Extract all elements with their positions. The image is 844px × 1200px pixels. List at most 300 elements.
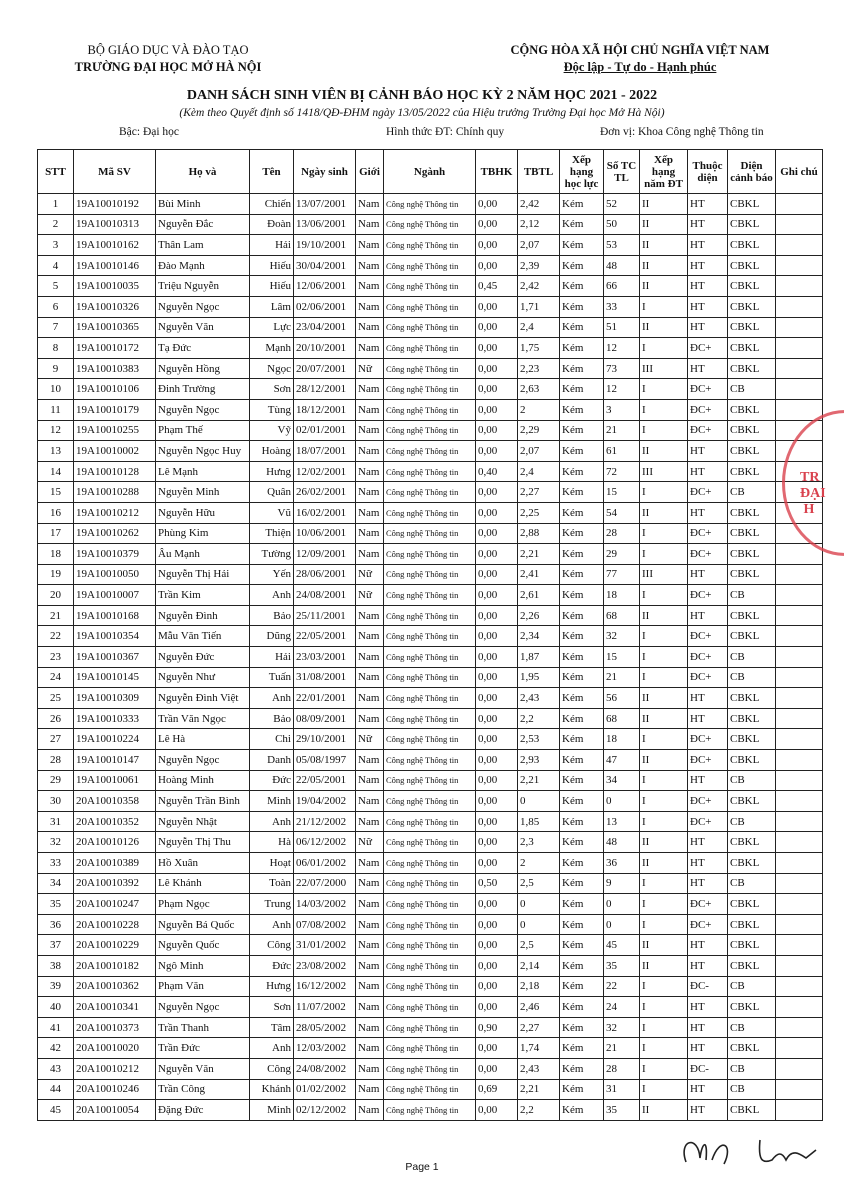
table-cell: 20A10010247: [74, 894, 156, 915]
table-cell: Nam: [356, 770, 384, 791]
student-warning-table: [37, 149, 823, 1121]
table-cell: 2: [518, 399, 560, 420]
table-cell: 20/10/2001: [294, 338, 356, 359]
table-cell: I: [640, 791, 688, 812]
table-cell: Công nghệ Thông tin: [384, 935, 476, 956]
table-cell: 12/06/2001: [294, 276, 356, 297]
table-cell: 7: [38, 317, 74, 338]
table-cell: Nam: [356, 420, 384, 441]
table-cell: 0,00: [476, 688, 518, 709]
table-cell: 19A10010192: [74, 194, 156, 215]
table-cell: 0,00: [476, 935, 518, 956]
table-cell: 20A10010373: [74, 1017, 156, 1038]
table-cell: 73: [604, 358, 640, 379]
table-cell: 1,75: [518, 338, 560, 359]
table-cell: Đặng Đức: [156, 1100, 250, 1121]
table-cell: 19A10010146: [74, 255, 156, 276]
table-cell: Công nghệ Thông tin: [384, 338, 476, 359]
table-cell: I: [640, 729, 688, 750]
table-row: [38, 626, 823, 647]
table-cell: Triệu Nguyễn: [156, 276, 250, 297]
table-cell: Kém: [560, 955, 604, 976]
table-cell: 0: [518, 914, 560, 935]
table-cell: [776, 770, 823, 791]
table-cell: 1,71: [518, 296, 560, 317]
table-cell: HT: [688, 955, 728, 976]
table-cell: Kém: [560, 399, 604, 420]
table-cell: 28: [604, 523, 640, 544]
table-row: [38, 235, 823, 256]
table-cell: Công nghệ Thông tin: [384, 564, 476, 585]
column-header: STT: [38, 150, 74, 194]
table-cell: Công nghệ Thông tin: [384, 688, 476, 709]
table-cell: CBKL: [728, 832, 776, 853]
table-cell: 72: [604, 461, 640, 482]
table-cell: CBKL: [728, 605, 776, 626]
table-cell: I: [640, 544, 688, 565]
table-cell: HT: [688, 194, 728, 215]
table-cell: 2,61: [518, 585, 560, 606]
table-cell: 0,00: [476, 914, 518, 935]
table-cell: Nam: [356, 647, 384, 668]
table-cell: ĐC+: [688, 338, 728, 359]
table-cell: Kém: [560, 441, 604, 462]
table-cell: I: [640, 894, 688, 915]
table-cell: ĐC+: [688, 482, 728, 503]
table-cell: CBKL: [728, 626, 776, 647]
table-cell: 2,29: [518, 420, 560, 441]
table-cell: 48: [604, 255, 640, 276]
table-cell: 26/02/2001: [294, 482, 356, 503]
table-cell: I: [640, 667, 688, 688]
table-cell: 21: [604, 420, 640, 441]
table-cell: 66: [604, 276, 640, 297]
table-cell: CBKL: [728, 358, 776, 379]
table-cell: 42: [38, 1038, 74, 1059]
table-cell: Yến: [250, 564, 294, 585]
table-cell: Kém: [560, 358, 604, 379]
table-cell: HT: [688, 1100, 728, 1121]
table-cell: [776, 1100, 823, 1121]
table-cell: Trung: [250, 894, 294, 915]
table-cell: 05/08/1997: [294, 750, 356, 771]
table-cell: Nam: [356, 255, 384, 276]
table-cell: Nam: [356, 523, 384, 544]
table-cell: Nam: [356, 750, 384, 771]
table-cell: 24: [604, 997, 640, 1018]
table-cell: 31: [38, 811, 74, 832]
table-cell: 2,3: [518, 832, 560, 853]
table-cell: 22/05/2001: [294, 626, 356, 647]
table-cell: Công nghệ Thông tin: [384, 873, 476, 894]
table-cell: [776, 667, 823, 688]
table-cell: 1,95: [518, 667, 560, 688]
table-cell: CBKL: [728, 791, 776, 812]
table-cell: 19A10010035: [74, 276, 156, 297]
table-cell: 21/12/2002: [294, 811, 356, 832]
table-cell: Nguyễn Văn: [156, 317, 250, 338]
table-cell: 06/12/2002: [294, 832, 356, 853]
table-cell: 2,4: [518, 317, 560, 338]
table-cell: 20A10010212: [74, 1058, 156, 1079]
table-row: [38, 894, 823, 915]
table-cell: 0,00: [476, 647, 518, 668]
table-cell: 40: [38, 997, 74, 1018]
table-cell: Công nghệ Thông tin: [384, 194, 476, 215]
table-cell: [776, 832, 823, 853]
table-cell: [776, 688, 823, 709]
table-cell: 0,00: [476, 894, 518, 915]
table-cell: 14/03/2002: [294, 894, 356, 915]
table-cell: Nam: [356, 894, 384, 915]
table-cell: 29/10/2001: [294, 729, 356, 750]
table-cell: Kém: [560, 338, 604, 359]
table-cell: Công nghệ Thông tin: [384, 811, 476, 832]
table-cell: Kém: [560, 482, 604, 503]
table-cell: Công nghệ Thông tin: [384, 729, 476, 750]
table-cell: 2,25: [518, 502, 560, 523]
table-cell: 0: [518, 791, 560, 812]
table-cell: Trần Kim: [156, 585, 250, 606]
table-cell: ĐC+: [688, 647, 728, 668]
table-row: [38, 420, 823, 441]
table-cell: CB: [728, 873, 776, 894]
table-cell: HT: [688, 605, 728, 626]
table-cell: 20/07/2001: [294, 358, 356, 379]
table-cell: 3: [604, 399, 640, 420]
table-cell: Công nghệ Thông tin: [384, 605, 476, 626]
table-cell: CBKL: [728, 399, 776, 420]
table-cell: Công nghệ Thông tin: [384, 461, 476, 482]
table-cell: 0,00: [476, 750, 518, 771]
table-cell: 0,50: [476, 873, 518, 894]
table-cell: CB: [728, 585, 776, 606]
table-cell: 22: [604, 976, 640, 997]
table-cell: Kém: [560, 502, 604, 523]
table-header-row: [38, 150, 823, 194]
table-cell: Công nghệ Thông tin: [384, 523, 476, 544]
table-cell: 2: [38, 214, 74, 235]
table-cell: 2,5: [518, 873, 560, 894]
table-cell: 19A10010061: [74, 770, 156, 791]
table-cell: Trần Thanh: [156, 1017, 250, 1038]
table-cell: 21: [38, 605, 74, 626]
table-cell: Toàn: [250, 873, 294, 894]
table-cell: 0,00: [476, 255, 518, 276]
table-row: [38, 811, 823, 832]
table-cell: 19/10/2001: [294, 235, 356, 256]
table-cell: 19A10010145: [74, 667, 156, 688]
table-cell: Bảo: [250, 708, 294, 729]
table-cell: 16: [38, 502, 74, 523]
table-row: [38, 832, 823, 853]
table-cell: HT: [688, 1038, 728, 1059]
table-cell: 1: [38, 194, 74, 215]
table-cell: 18/07/2001: [294, 441, 356, 462]
table-cell: 11/07/2002: [294, 997, 356, 1018]
table-cell: Vỹ: [250, 420, 294, 441]
table-row: [38, 1038, 823, 1059]
table-cell: 0,00: [476, 832, 518, 853]
table-cell: HT: [688, 853, 728, 874]
table-cell: Kém: [560, 708, 604, 729]
table-row: [38, 317, 823, 338]
table-cell: 0,00: [476, 1038, 518, 1059]
table-cell: II: [640, 1100, 688, 1121]
table-cell: 0: [604, 791, 640, 812]
table-cell: CB: [728, 976, 776, 997]
table-cell: ĐC+: [688, 750, 728, 771]
table-cell: 19A10010262: [74, 523, 156, 544]
table-cell: Âu Mạnh: [156, 544, 250, 565]
table-cell: Công nghệ Thông tin: [384, 379, 476, 400]
table-cell: CBKL: [728, 544, 776, 565]
table-cell: 02/12/2002: [294, 1100, 356, 1121]
table-row: [38, 708, 823, 729]
table-cell: CB: [728, 667, 776, 688]
table-cell: 0,90: [476, 1017, 518, 1038]
table-cell: CBKL: [728, 194, 776, 215]
table-cell: Công nghệ Thông tin: [384, 296, 476, 317]
table-cell: Nam: [356, 708, 384, 729]
table-cell: 2,27: [518, 482, 560, 503]
table-cell: 23/03/2001: [294, 647, 356, 668]
table-cell: 19A10010128: [74, 461, 156, 482]
table-cell: Nguyễn Ngọc: [156, 997, 250, 1018]
table-cell: [776, 296, 823, 317]
table-row: [38, 914, 823, 935]
table-cell: 20A10010341: [74, 997, 156, 1018]
table-cell: Nguyễn Minh: [156, 482, 250, 503]
page-subtitle: (Kèm theo Quyết định số 1418/QĐ-ĐHM ngày 13/05/2022 của Hiệu trưởng Trường Đại học Mở Hà Nội): [179, 107, 665, 119]
table-cell: Mẫu Văn Tiến: [156, 626, 250, 647]
column-header: Xếp hạng học lực: [560, 150, 604, 194]
table-cell: Đức: [250, 955, 294, 976]
table-cell: Công nghệ Thông tin: [384, 441, 476, 462]
table-cell: 20A10010392: [74, 873, 156, 894]
table-cell: ĐC+: [688, 523, 728, 544]
table-row: [38, 585, 823, 606]
table-cell: Bùi Minh: [156, 194, 250, 215]
table-cell: CBKL: [728, 997, 776, 1018]
table-cell: II: [640, 605, 688, 626]
table-cell: Nam: [356, 1079, 384, 1100]
table-cell: I: [640, 997, 688, 1018]
table-cell: Nam: [356, 317, 384, 338]
table-cell: 19A10010212: [74, 502, 156, 523]
table-cell: 45: [38, 1100, 74, 1121]
education-level: Bậc: Đại học: [119, 126, 180, 138]
table-cell: 0,40: [476, 461, 518, 482]
table-cell: 06/01/2002: [294, 853, 356, 874]
table-cell: Quân: [250, 482, 294, 503]
table-row: [38, 358, 823, 379]
table-cell: I: [640, 523, 688, 544]
table-cell: 0,00: [476, 523, 518, 544]
table-cell: Nguyễn Hữu: [156, 502, 250, 523]
table-cell: [776, 338, 823, 359]
table-cell: 9: [38, 358, 74, 379]
table-cell: 37: [38, 935, 74, 956]
table-cell: HT: [688, 235, 728, 256]
table-cell: 2,2: [518, 708, 560, 729]
training-mode: Hình thức ĐT: Chính quy: [386, 126, 505, 138]
university-name: TRƯỜNG ĐẠI HỌC MỞ HÀ NỘI: [74, 60, 262, 74]
table-cell: Danh: [250, 750, 294, 771]
table-cell: 0,00: [476, 667, 518, 688]
table-cell: Nguyễn Nhật: [156, 811, 250, 832]
table-cell: Hải: [250, 647, 294, 668]
table-cell: 12: [38, 420, 74, 441]
table-cell: 19A10010002: [74, 441, 156, 462]
table-cell: CBKL: [728, 1100, 776, 1121]
table-cell: 77: [604, 564, 640, 585]
table-cell: 14: [38, 461, 74, 482]
table-cell: Đào Mạnh: [156, 255, 250, 276]
table-cell: Đức: [250, 770, 294, 791]
table-cell: II: [640, 955, 688, 976]
table-row: [38, 729, 823, 750]
table-cell: 23/04/2001: [294, 317, 356, 338]
table-cell: HT: [688, 317, 728, 338]
table-cell: 0,00: [476, 626, 518, 647]
table-cell: Nam: [356, 482, 384, 503]
table-cell: Công nghệ Thông tin: [384, 667, 476, 688]
table-cell: 0,00: [476, 585, 518, 606]
column-header: Diện cảnh báo: [728, 150, 776, 194]
table-cell: 28/06/2001: [294, 564, 356, 585]
table-cell: 19A10010147: [74, 750, 156, 771]
table-cell: 24: [38, 667, 74, 688]
table-cell: 6: [38, 296, 74, 317]
table-cell: 15: [38, 482, 74, 503]
table-cell: [776, 358, 823, 379]
table-cell: 35: [604, 955, 640, 976]
table-cell: Công nghệ Thông tin: [384, 647, 476, 668]
table-cell: Nam: [356, 1058, 384, 1079]
table-cell: 20A10010362: [74, 976, 156, 997]
table-cell: 0,00: [476, 544, 518, 565]
table-row: [38, 1058, 823, 1079]
table-row: [38, 647, 823, 668]
table-cell: Công nghệ Thông tin: [384, 750, 476, 771]
table-cell: 27: [38, 729, 74, 750]
table-cell: Kém: [560, 935, 604, 956]
table-cell: Nam: [356, 214, 384, 235]
table-cell: 44: [38, 1079, 74, 1100]
table-cell: I: [640, 811, 688, 832]
table-cell: 0,00: [476, 955, 518, 976]
table-cell: Công nghệ Thông tin: [384, 255, 476, 276]
table-cell: Kém: [560, 235, 604, 256]
table-cell: Công nghệ Thông tin: [384, 894, 476, 915]
table-cell: [776, 708, 823, 729]
table-cell: CBKL: [728, 750, 776, 771]
table-cell: 36: [604, 853, 640, 874]
table-cell: Công nghệ Thông tin: [384, 544, 476, 565]
table-cell: Khánh: [250, 1079, 294, 1100]
table-cell: [776, 255, 823, 276]
table-cell: 20A10010126: [74, 832, 156, 853]
table-cell: Kém: [560, 420, 604, 441]
table-cell: Nam: [356, 1100, 384, 1121]
table-cell: Kém: [560, 688, 604, 709]
table-cell: Công: [250, 1058, 294, 1079]
table-cell: HT: [688, 358, 728, 379]
table-cell: 2: [518, 853, 560, 874]
table-cell: HT: [688, 461, 728, 482]
table-cell: 1,87: [518, 647, 560, 668]
table-cell: Lê Khánh: [156, 873, 250, 894]
table-cell: 19A10010050: [74, 564, 156, 585]
table-row: [38, 255, 823, 276]
table-cell: [776, 935, 823, 956]
table-cell: Lực: [250, 317, 294, 338]
table-cell: Công nghệ Thông tin: [384, 1100, 476, 1121]
table-cell: 2,41: [518, 564, 560, 585]
table-cell: Kém: [560, 1100, 604, 1121]
table-cell: Nam: [356, 544, 384, 565]
table-cell: 18: [604, 729, 640, 750]
table-cell: 0,00: [476, 420, 518, 441]
table-cell: 19A10010168: [74, 605, 156, 626]
table-cell: [776, 1017, 823, 1038]
table-cell: Nữ: [356, 358, 384, 379]
table-cell: [776, 914, 823, 935]
table-cell: CB: [728, 482, 776, 503]
table-cell: 2,42: [518, 194, 560, 215]
table-cell: Nam: [356, 296, 384, 317]
table-cell: Kém: [560, 647, 604, 668]
table-cell: 23/08/2002: [294, 955, 356, 976]
column-header: Ngày sinh: [294, 150, 356, 194]
table-cell: 0,00: [476, 235, 518, 256]
table-cell: Nguyễn Ngọc: [156, 399, 250, 420]
table-cell: Nguyễn Như: [156, 667, 250, 688]
table-cell: 22: [38, 626, 74, 647]
table-cell: 20A10010228: [74, 914, 156, 935]
table-cell: CB: [728, 811, 776, 832]
table-cell: Công nghệ Thông tin: [384, 708, 476, 729]
table-cell: [776, 317, 823, 338]
header-left: [48, 42, 288, 76]
table-cell: Vũ: [250, 502, 294, 523]
table-cell: 56: [604, 688, 640, 709]
table-cell: Công nghệ Thông tin: [384, 317, 476, 338]
table-cell: 25/11/2001: [294, 605, 356, 626]
table-cell: Hưng: [250, 976, 294, 997]
table-cell: Nam: [356, 873, 384, 894]
table-cell: I: [640, 1058, 688, 1079]
table-row: [38, 399, 823, 420]
table-cell: 2,4: [518, 461, 560, 482]
table-cell: 26: [38, 708, 74, 729]
table-cell: HT: [688, 708, 728, 729]
column-header: Số TC TL: [604, 150, 640, 194]
table-cell: HT: [688, 770, 728, 791]
table-cell: 2,21: [518, 1079, 560, 1100]
table-cell: Nguyễn Văn: [156, 1058, 250, 1079]
table-cell: Nam: [356, 399, 384, 420]
table-cell: 19A10010379: [74, 544, 156, 565]
table-cell: 9: [604, 873, 640, 894]
table-cell: II: [640, 235, 688, 256]
table-cell: Kém: [560, 276, 604, 297]
table-cell: CBKL: [728, 564, 776, 585]
table-cell: 35: [604, 1100, 640, 1121]
table-cell: Hiếu: [250, 276, 294, 297]
table-cell: II: [640, 317, 688, 338]
